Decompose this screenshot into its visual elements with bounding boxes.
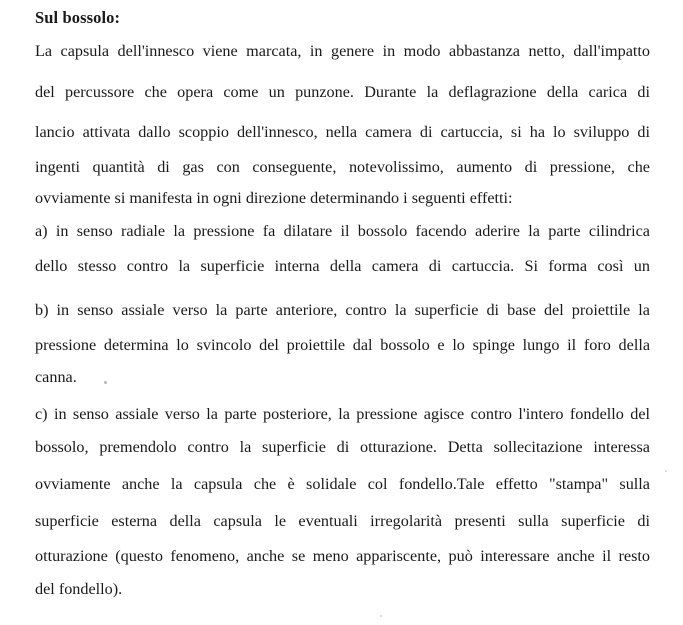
text-line: otturazione (questo fenomeno, anche se meno appariscente, può interessare anche il resto — [35, 547, 650, 565]
text-line: b) in senso assiale verso la parte anteriore, contro la superficie di base del proiettile la — [35, 301, 650, 319]
text-line: bossolo, premendolo contro la superficie di otturazione. Detta sollecitazione interessa — [35, 438, 650, 456]
text-line: del fondello). — [35, 580, 123, 598]
scan-speck — [665, 470, 667, 472]
text-line: canna. — [35, 368, 77, 386]
text-line: lancio attivata dallo scoppio dell'innesco, nella camera di cartuccia, si ha lo sviluppo di — [35, 123, 650, 141]
section-heading: Sul bossolo: — [35, 8, 121, 27]
text-line: a) in senso radiale la pressione fa dilatare il bossolo facendo aderire la parte cilindrica — [35, 222, 650, 240]
text-line: c) in senso assiale verso la parte posteriore, la pressione agisce contro l'intero fondello del — [35, 405, 650, 423]
text-line: ingenti quantità di gas con conseguente, notevolissimo, aumento di pressione, che — [35, 158, 650, 176]
scan-mark — [104, 381, 107, 384]
text-line: La capsula dell'innesco viene marcata, in genere in modo abbastanza netto, dall'impatto — [35, 42, 650, 60]
scan-speck — [380, 615, 382, 617]
text-line: dello stesso contro la superficie interna della camera di cartuccia. Si forma così un — [35, 257, 650, 275]
text-line: ovviamente si manifesta in ogni direzione determinando i seguenti effetti: — [35, 189, 513, 207]
text-line: ovviamente anche la capsula che è solidale col fondello.Tale effetto "stampa" sulla — [35, 475, 650, 493]
text-line: pressione determina lo svincolo del proiettile dal bossolo e lo spinge lungo il foro della — [35, 336, 650, 354]
text-line: superficie esterna della capsula le eventuali irregolarità presenti sulla superficie di — [35, 512, 650, 530]
text-line: del percussore che opera come un punzone. Durante la deflagrazione della carica di — [35, 83, 650, 101]
